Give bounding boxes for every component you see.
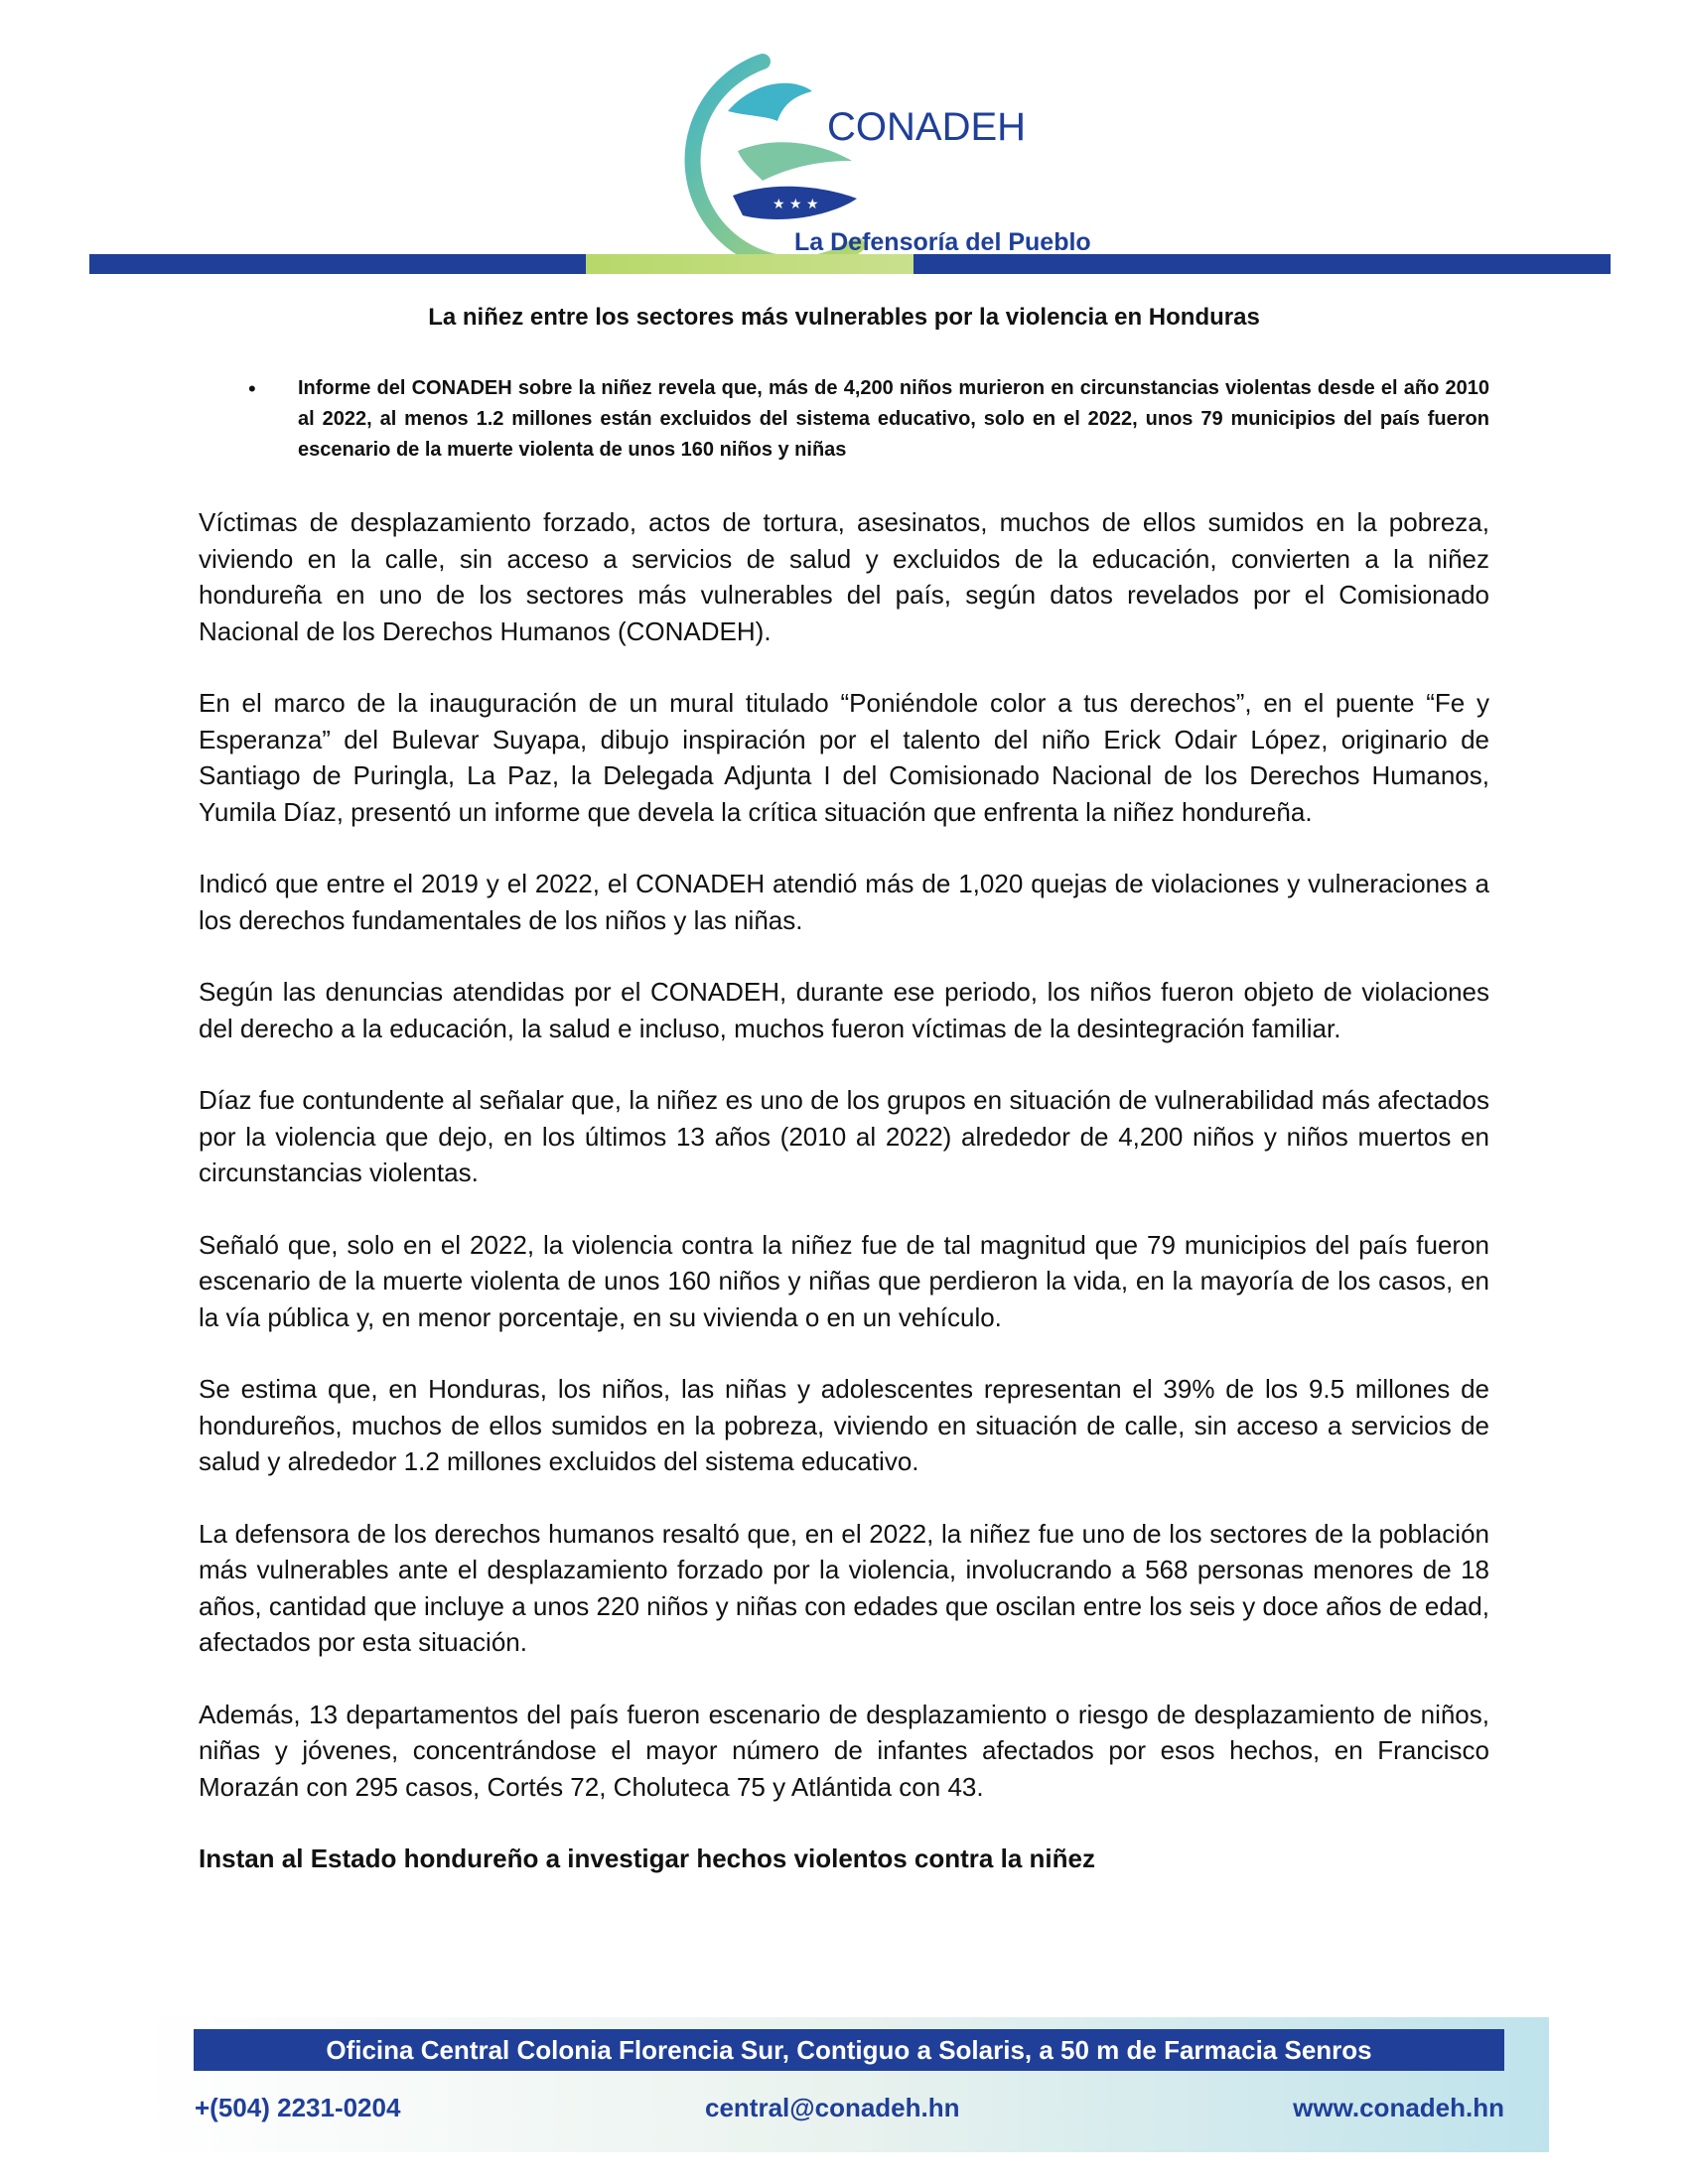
paragraph: En el marco de la inauguración de un mural titulado “Poniéndole color a tus derechos”, en el puente “Fe y Esperanza” del Bulevar Suyapa, dibujo inspiración por el talento del niño Erick Odair López, originario de Santiago de Puringla, La Paz, la Delegada Adjunta I del Comisionado Nacional de los Derechos Humanos, Yumila Díaz, presentó un informe que devela la crítica situación que enfrenta la niñez hondureña. xyxy=(199,688,1489,827)
svg-text:★ ★ ★: ★ ★ ★ xyxy=(773,197,819,212)
summary-text: Informe del CONADEH sobre la niñez revela que, más de 4,200 niños murieron en circunstancias violentas desde el año 2010 al 2022, al menos 1.2 millones están excluidos del sistema educativo, solo en el 2022, unos 79 municipios del país fueron escenario de la muerte violenta de unos 160 niños y niñas xyxy=(298,377,1489,461)
header-bar-left xyxy=(89,254,586,274)
tagline: La Defensoría del Pueblo xyxy=(794,228,1091,256)
header-bar-right xyxy=(914,254,1611,274)
footer-email: central@conadeh.hn xyxy=(705,2093,960,2122)
brand-name: CONADEH xyxy=(827,105,1027,149)
paragraph: Según las denuncias atendidas por el CONADEH, durante ese periodo, los niños fueron objeto de violaciones del derecho a la educación, la salud e incluso, muchos fueron víctimas de la desintegración familiar. xyxy=(199,977,1489,1043)
summary-bullet xyxy=(248,373,1489,466)
footer-address: Oficina Central Colonia Florencia Sur, Contiguo a Solaris, a 50 m de Farmacia Senros xyxy=(194,2029,1504,2071)
paragraph: Víctimas de desplazamiento forzado, actos de tortura, asesinatos, muchos de ellos sumidos en la pobreza, viviendo en la calle, sin acceso a servicios de salud y excluidos de la educación, convierten a la niñez hondureña en uno de los sectores más vulnerables del país, según datos revelados por el Comisionado Nacional de los Derechos Humanos (CONADEH). xyxy=(199,507,1489,646)
paragraph: Se estima que, en Honduras, los niños, las niñas y adolescentes representan el 39% de los 9.5 millones de hondureños, muchos de ellos sumidos en la pobreza, viviendo en situación de calle, sin acceso a servicios de salud y alrededor 1.2 millones excluidos del sistema educativo. xyxy=(199,1374,1489,1476)
article-body xyxy=(199,504,1489,1876)
subheading: Instan al Estado hondureño a investigar hechos violentos contra la niñez xyxy=(199,1843,1095,1873)
paragraph: Además, 13 departamentos del país fueron escenario de desplazamiento o riesgo de desplazamiento de niños, niñas y jóvenes, concentrándose el mayor número de infantes afectados por esos hechos, en Francisco Morazán con 295 casos, Cortés 72, Choluteca 75 y Atlántida con 43. xyxy=(199,1699,1489,1802)
header-bar-middle xyxy=(586,254,914,274)
footer-phone: +(504) 2231-0204 xyxy=(195,2093,401,2122)
header-color-bar xyxy=(89,254,1611,274)
footer xyxy=(139,2017,1549,2152)
document-title: La niñez entre los sectores más vulnerables por la violencia en Honduras xyxy=(428,304,1260,331)
paragraph: Indicó que entre el 2019 y el 2022, el CONADEH atendió más de 1,020 quejas de violaciones y vulneraciones a los derechos fundamentales de los niños y las niñas. xyxy=(199,869,1489,935)
paragraph: La defensora de los derechos humanos resaltó que, en el 2022, la niñez fue uno de los sectores de la población más vulnerables ante el desplazamiento forzado por la violencia, involucrando a 568 personas menores de 18 años, cantidad que incluye a unos 220 niños y niñas con edades que oscilan entre los seis y doce años de edad, afectados por esta situación. xyxy=(199,1518,1489,1657)
paragraph: Díaz fue contundente al señalar que, la niñez es uno de los grupos en situación de vulnerabilidad más afectados por la violencia que dejo, en los últimos 13 años (2010 al 2022) alrededor de 4,200 niños y niños muertos en circunstancias violentas. xyxy=(199,1085,1489,1187)
paragraph: Señaló que, solo en el 2022, la violencia contra la niñez fue de tal magnitud que 79 municipios del país fueron escenario de la muerte violenta de unos 160 niños y niñas que perdieron la vida, en la mayoría de los casos, en la vía pública y, en menor porcentaje, en su vivienda o en un vehículo. xyxy=(199,1229,1489,1332)
bullet-icon: • xyxy=(248,376,256,401)
footer-website: www.conadeh.hn xyxy=(1293,2093,1504,2122)
